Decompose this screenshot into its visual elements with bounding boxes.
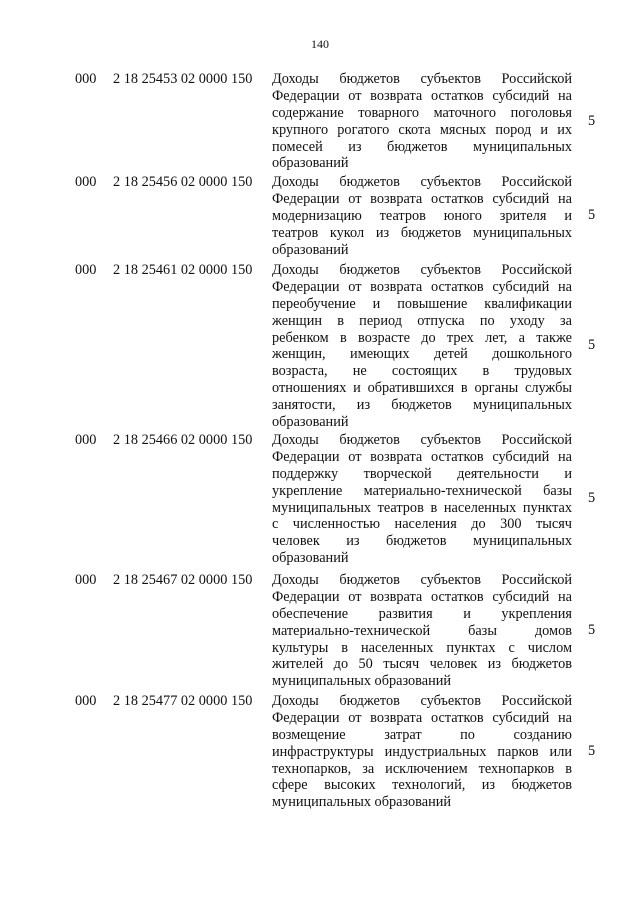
description-line: Федерации от возврата остатков субсидий на	[272, 448, 572, 465]
description-line: поддержку творческой деятельности и	[272, 465, 572, 482]
norm-percent: 5	[588, 622, 596, 638]
description-line: Доходы бюджетов субъектов Российской	[272, 71, 572, 87]
description-line: образований	[272, 155, 349, 172]
description-line: ребенком в возрасте до трех лет, а также	[272, 329, 572, 346]
description-line: материально-технической базы домов	[272, 622, 572, 639]
admin-code: 000	[75, 262, 97, 278]
norm-percent: 5	[588, 113, 596, 129]
description-line: муниципальных образований	[272, 794, 452, 811]
description-line: человек из бюджетов муниципальных	[272, 533, 572, 550]
description-line: Доходы бюджетов субъектов Российской	[272, 174, 572, 190]
description-line: возраста, не состоящих в трудовых	[272, 363, 572, 380]
description-line: занятости, из бюджетов муниципальных	[272, 397, 572, 414]
admin-code: 000	[75, 432, 97, 448]
description-line: женщин, имеющих детей дошкольного	[272, 346, 572, 363]
budget-classification-code: 2 18 25461 02 0000 150	[113, 262, 253, 278]
income-description	[272, 174, 572, 258]
description-line: Федерации от возврата остатков субсидий на	[272, 190, 572, 207]
description-line: возмещение затрат по созданию	[272, 726, 572, 743]
description-line: Доходы бюджетов субъектов Российской	[272, 262, 572, 278]
admin-code: 000	[75, 71, 97, 87]
norm-percent: 5	[588, 743, 596, 759]
admin-code: 000	[75, 693, 97, 709]
income-description	[272, 262, 572, 431]
admin-code: 000	[75, 572, 97, 588]
admin-code: 000	[75, 174, 97, 190]
description-line: сфере высоких технологий, из бюджетов	[272, 777, 572, 794]
description-line: образований	[272, 414, 349, 431]
description-line: с численностью населения до 300 тысяч	[272, 516, 572, 533]
description-line: женщин в период отпуска по уходу за	[272, 312, 572, 329]
description-line: Доходы бюджетов субъектов Российской	[272, 693, 572, 709]
description-line: театров кукол из бюджетов муниципальных	[272, 224, 572, 241]
description-line: отношениях и обратившихся в органы службы	[272, 380, 572, 397]
income-description	[272, 693, 572, 811]
norm-percent: 5	[588, 207, 596, 223]
description-line: Доходы бюджетов субъектов Российской	[272, 572, 572, 588]
description-line: Федерации от возврата остатков субсидий на	[272, 87, 572, 104]
description-line: Доходы бюджетов субъектов Российской	[272, 432, 572, 448]
description-line: Федерации от возврата остатков субсидий на	[272, 709, 572, 726]
description-line: модернизацию театров юного зрителя и	[272, 207, 572, 224]
norm-percent: 5	[588, 490, 596, 506]
budget-classification-code: 2 18 25477 02 0000 150	[113, 693, 253, 709]
budget-classification-code: 2 18 25466 02 0000 150	[113, 432, 253, 448]
budget-classification-code: 2 18 25467 02 0000 150	[113, 572, 253, 588]
description-line: помесей из бюджетов муниципальных	[272, 138, 572, 155]
description-line: содержание товарного маточного поголовья	[272, 104, 572, 121]
description-line: Федерации от возврата остатков субсидий на	[272, 588, 572, 605]
description-line: технопарков, за исключением технопарков в	[272, 760, 572, 777]
income-description	[272, 71, 572, 172]
income-description	[272, 432, 572, 567]
budget-classification-code: 2 18 25453 02 0000 150	[113, 71, 253, 87]
description-line: обеспечение развития и укрепления	[272, 605, 572, 622]
description-line: крупного рогатого скота мясных пород и их	[272, 121, 572, 138]
budget-classification-code: 2 18 25456 02 0000 150	[113, 174, 253, 190]
description-line: муниципальных образований	[272, 673, 452, 690]
description-line: муниципальных театров в населенных пунктах	[272, 499, 572, 516]
description-line: образований	[272, 550, 349, 567]
description-line: культуры в населенных пунктах с числом	[272, 639, 572, 656]
description-line: переобучение и повышение квалификации	[272, 295, 572, 312]
description-line: жителей до 50 тысяч человек из бюджетов	[272, 656, 572, 673]
description-line: инфраструктуры индустриальных парков или	[272, 743, 572, 760]
page-number: 140	[311, 37, 329, 51]
income-description	[272, 572, 572, 690]
description-line: Федерации от возврата остатков субсидий на	[272, 278, 572, 295]
description-line: укрепление материально-технической базы	[272, 482, 572, 499]
description-line: образований	[272, 241, 349, 258]
norm-percent: 5	[588, 337, 596, 353]
